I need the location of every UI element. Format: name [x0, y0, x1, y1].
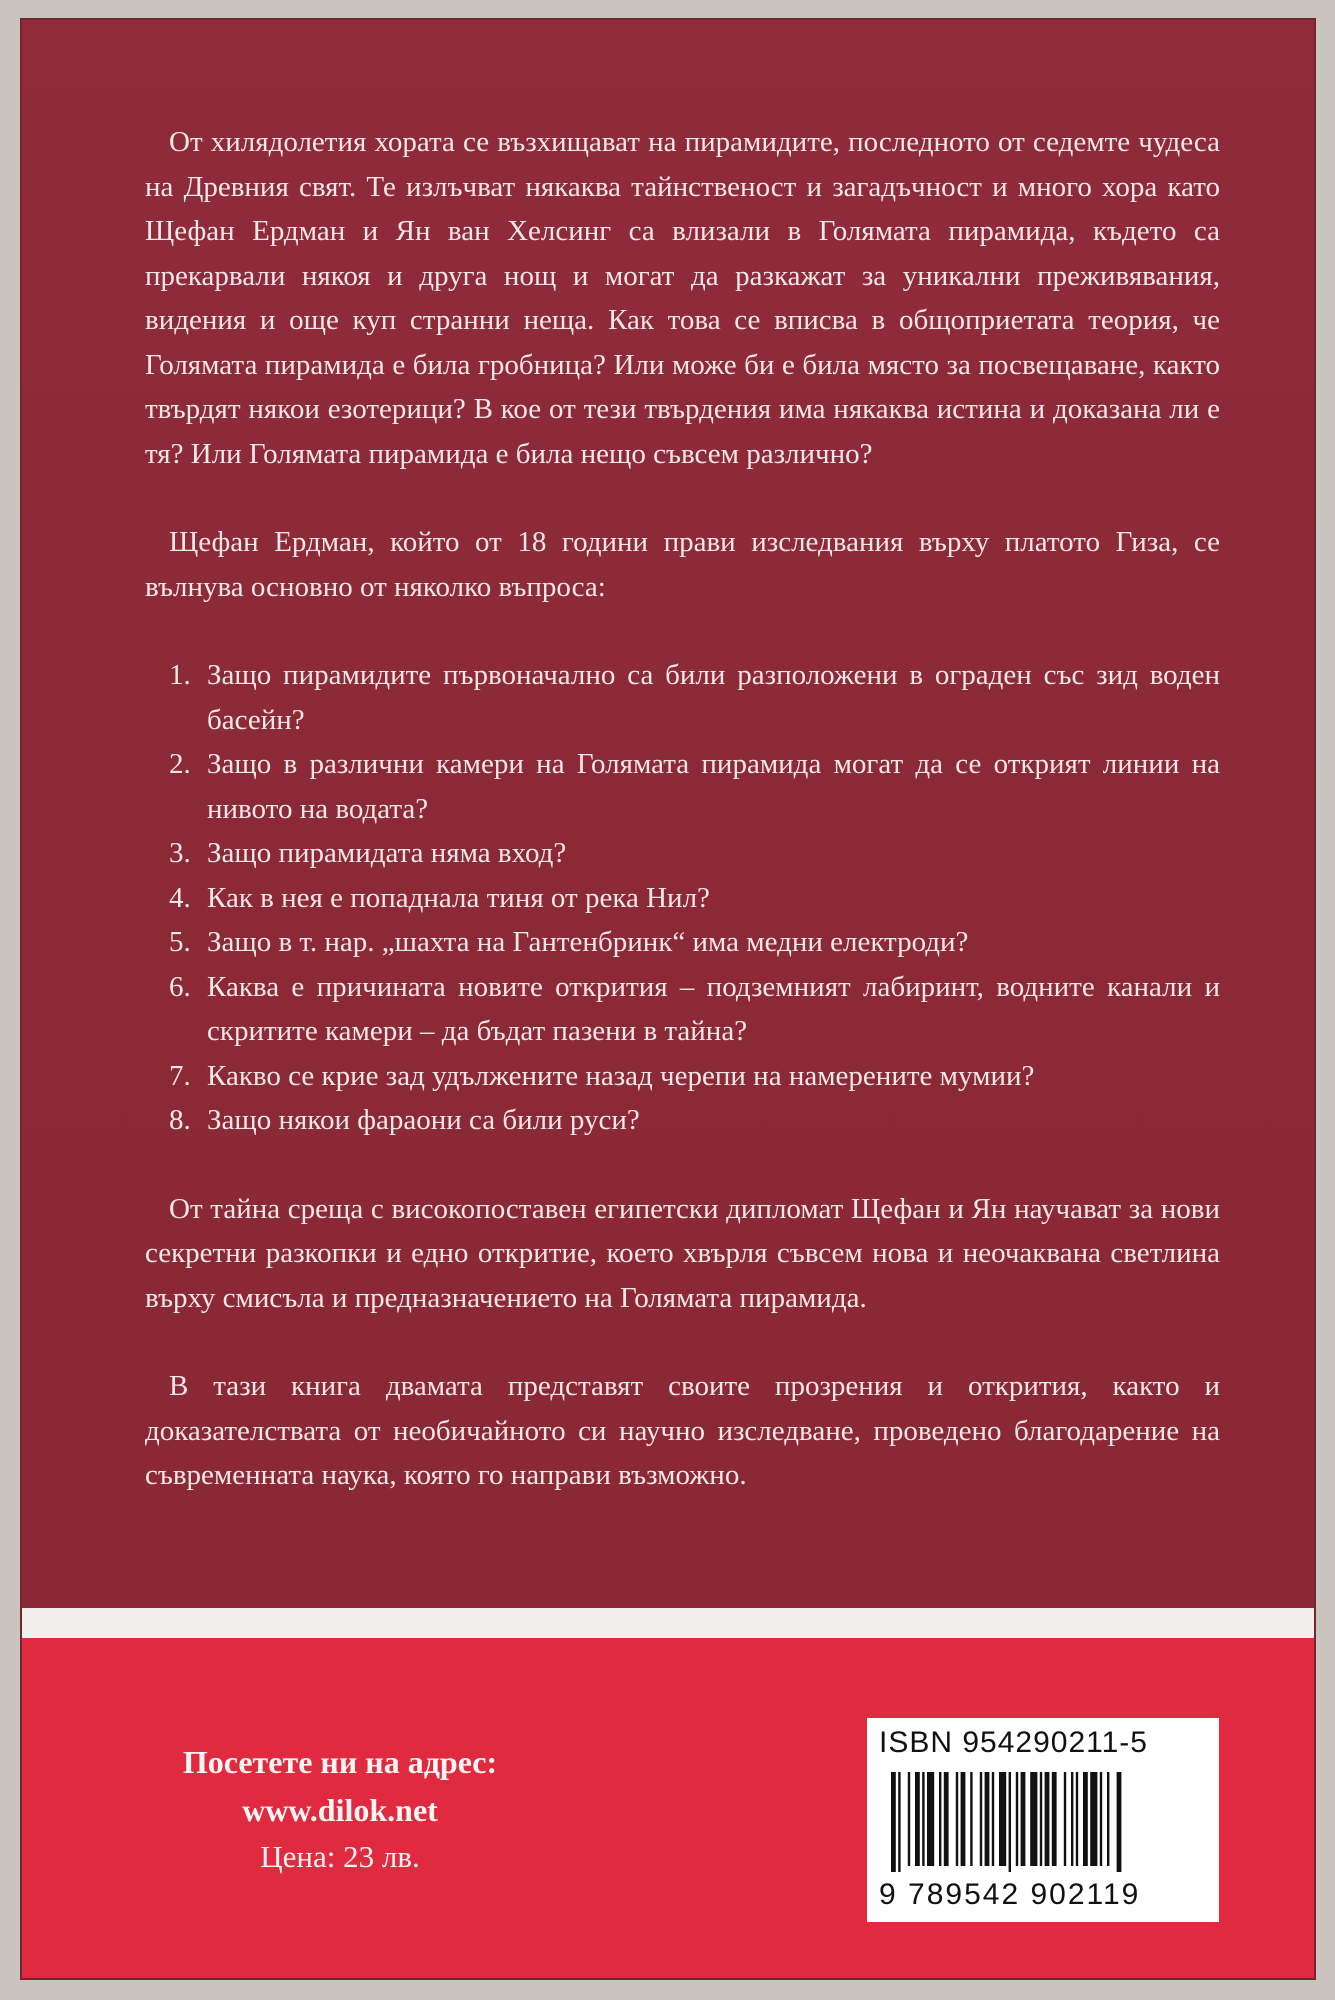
barcode-number: 9 789542 902119	[879, 1878, 1141, 1911]
list-text: Защо в т. нар. „шахта на Гантенбринк“ има медни електроди?	[207, 926, 969, 958]
barcode-bar	[1021, 1772, 1026, 1866]
barcode-bar	[992, 1772, 994, 1866]
isbn-label: ISBN 954290211-5	[879, 1726, 1148, 1759]
list-item	[145, 876, 1220, 921]
barcode-bar	[1117, 1772, 1122, 1872]
barcode-bar	[970, 1772, 972, 1866]
list-number: 8.	[169, 1104, 191, 1136]
barcode-bar	[891, 1772, 896, 1872]
list-item	[145, 831, 1220, 876]
barcode-bar	[1083, 1772, 1088, 1866]
list-number: 2.	[169, 748, 191, 780]
list-item	[145, 920, 1220, 965]
barcode-bar	[956, 1772, 958, 1866]
publisher-info	[125, 1738, 555, 1880]
paragraph-discovery: От тайна среща с високопоставен египетски дипломат Щефан и Ян научават за нови секретни разкопки и едно откритие, което хвърля съвсем нова и неочаквана светлина върху смисъла и предназначението на Голямата пирамида.	[145, 1192, 1220, 1314]
list-number: 5.	[169, 926, 191, 958]
list-text: Каква е причината новите открития – подземният лабиринт, водните канали и скритите камери – да бъдат пазени в тайна?	[207, 970, 1220, 1047]
list-text: Какво се крие зад удължените назад черепи на намерените мумии?	[207, 1059, 1035, 1092]
barcode-bar	[985, 1772, 990, 1866]
list-text: Защо в различни камери на Голямата пирамида могат да се открият линии на нивото на водата?	[207, 748, 1220, 825]
barcode-bar	[908, 1772, 910, 1866]
list-item	[145, 965, 1220, 1054]
barcode-bar	[961, 1772, 966, 1866]
list-number: 3.	[169, 837, 191, 869]
website-link[interactable]: www.dilok.net	[242, 1792, 438, 1828]
barcode-icon	[891, 1772, 1193, 1872]
barcode-bar	[1100, 1772, 1102, 1866]
list-item	[145, 1054, 1220, 1099]
barcode-bar	[927, 1772, 934, 1866]
barcode-bar	[1090, 1772, 1097, 1866]
barcode-bar	[1052, 1772, 1057, 1866]
list-number: 4.	[169, 881, 191, 914]
paragraph-questions-lead: Щефан Ердман, който от 18 години прави изследвания върху платото Гиза, се вълнува основно от няколко въпроса:	[145, 526, 1220, 603]
barcode-bar	[922, 1772, 924, 1866]
blurb-text	[145, 120, 1220, 1542]
paragraph-intro: От хилядолетия хората се възхищават на пирамидите, последното от седемте чудеса на Древния свят. Те излъчват някаква тайнственост и загадъчност и много хора като Щефан Ердман и Ян ван Хелсинг са влизали в Голямата пирамида, където са прекарвали някоя и друга нощ и могат да разкажат за уникални преживявания, видения и още куп странни неща. Как това се вписва в общоприетата теория, че Голямата пирамида е била гробница? Или може би е била място за посвещаване, както твърдят някои езотерици? В кое от тези твърдения има някаква истина и доказана ли е тя? Или Голямата пирамида е била нещо съвсем различно?	[145, 126, 1220, 470]
visit-label: Посетете ни на адрес:	[182, 1744, 498, 1780]
barcode-bar	[944, 1772, 949, 1866]
barcode-bar	[1045, 1772, 1050, 1866]
list-item	[145, 653, 1220, 742]
price-label: Цена: 23 лв.	[260, 1839, 420, 1874]
barcode-bar	[1030, 1772, 1037, 1866]
list-text: Защо някои фараони са били руси?	[207, 1104, 640, 1136]
barcode-bar	[980, 1772, 982, 1866]
divider-strip	[22, 1608, 1314, 1638]
paragraph-conclusion: В тази книга двамата представят своите прозрения и открития, както и доказателствата от необичайното си научно изследване, проведено благодарение на съвременната наука, която го направи възможно.	[145, 1370, 1220, 1491]
list-number: 1.	[169, 659, 191, 691]
list-number: 6.	[169, 970, 191, 1003]
barcode-bar	[898, 1772, 900, 1872]
barcode-bar	[915, 1772, 920, 1866]
question-list	[145, 653, 1220, 1143]
barcode-bar	[1016, 1772, 1018, 1866]
barcode-bar	[939, 1772, 941, 1866]
barcode-bar	[1064, 1772, 1066, 1866]
list-item	[145, 742, 1220, 831]
barcode-bar	[1040, 1772, 1042, 1866]
barcode-bar	[1107, 1772, 1109, 1866]
isbn-barcode-box	[867, 1718, 1219, 1922]
list-text: Защо пирамидата няма вход?	[207, 837, 567, 869]
list-number: 7.	[169, 1059, 191, 1092]
list-item	[145, 1098, 1220, 1143]
barcode-bar	[1009, 1772, 1011, 1872]
list-text: Защо пирамидите първоначално са били разположени в ограден със зид воден басейн?	[207, 659, 1220, 736]
barcode-bar	[999, 1772, 1006, 1866]
list-text: Как в нея е попаднала тиня от река Нил?	[207, 881, 710, 914]
barcode-bar	[1071, 1772, 1073, 1866]
barcode-bar	[1076, 1772, 1078, 1866]
